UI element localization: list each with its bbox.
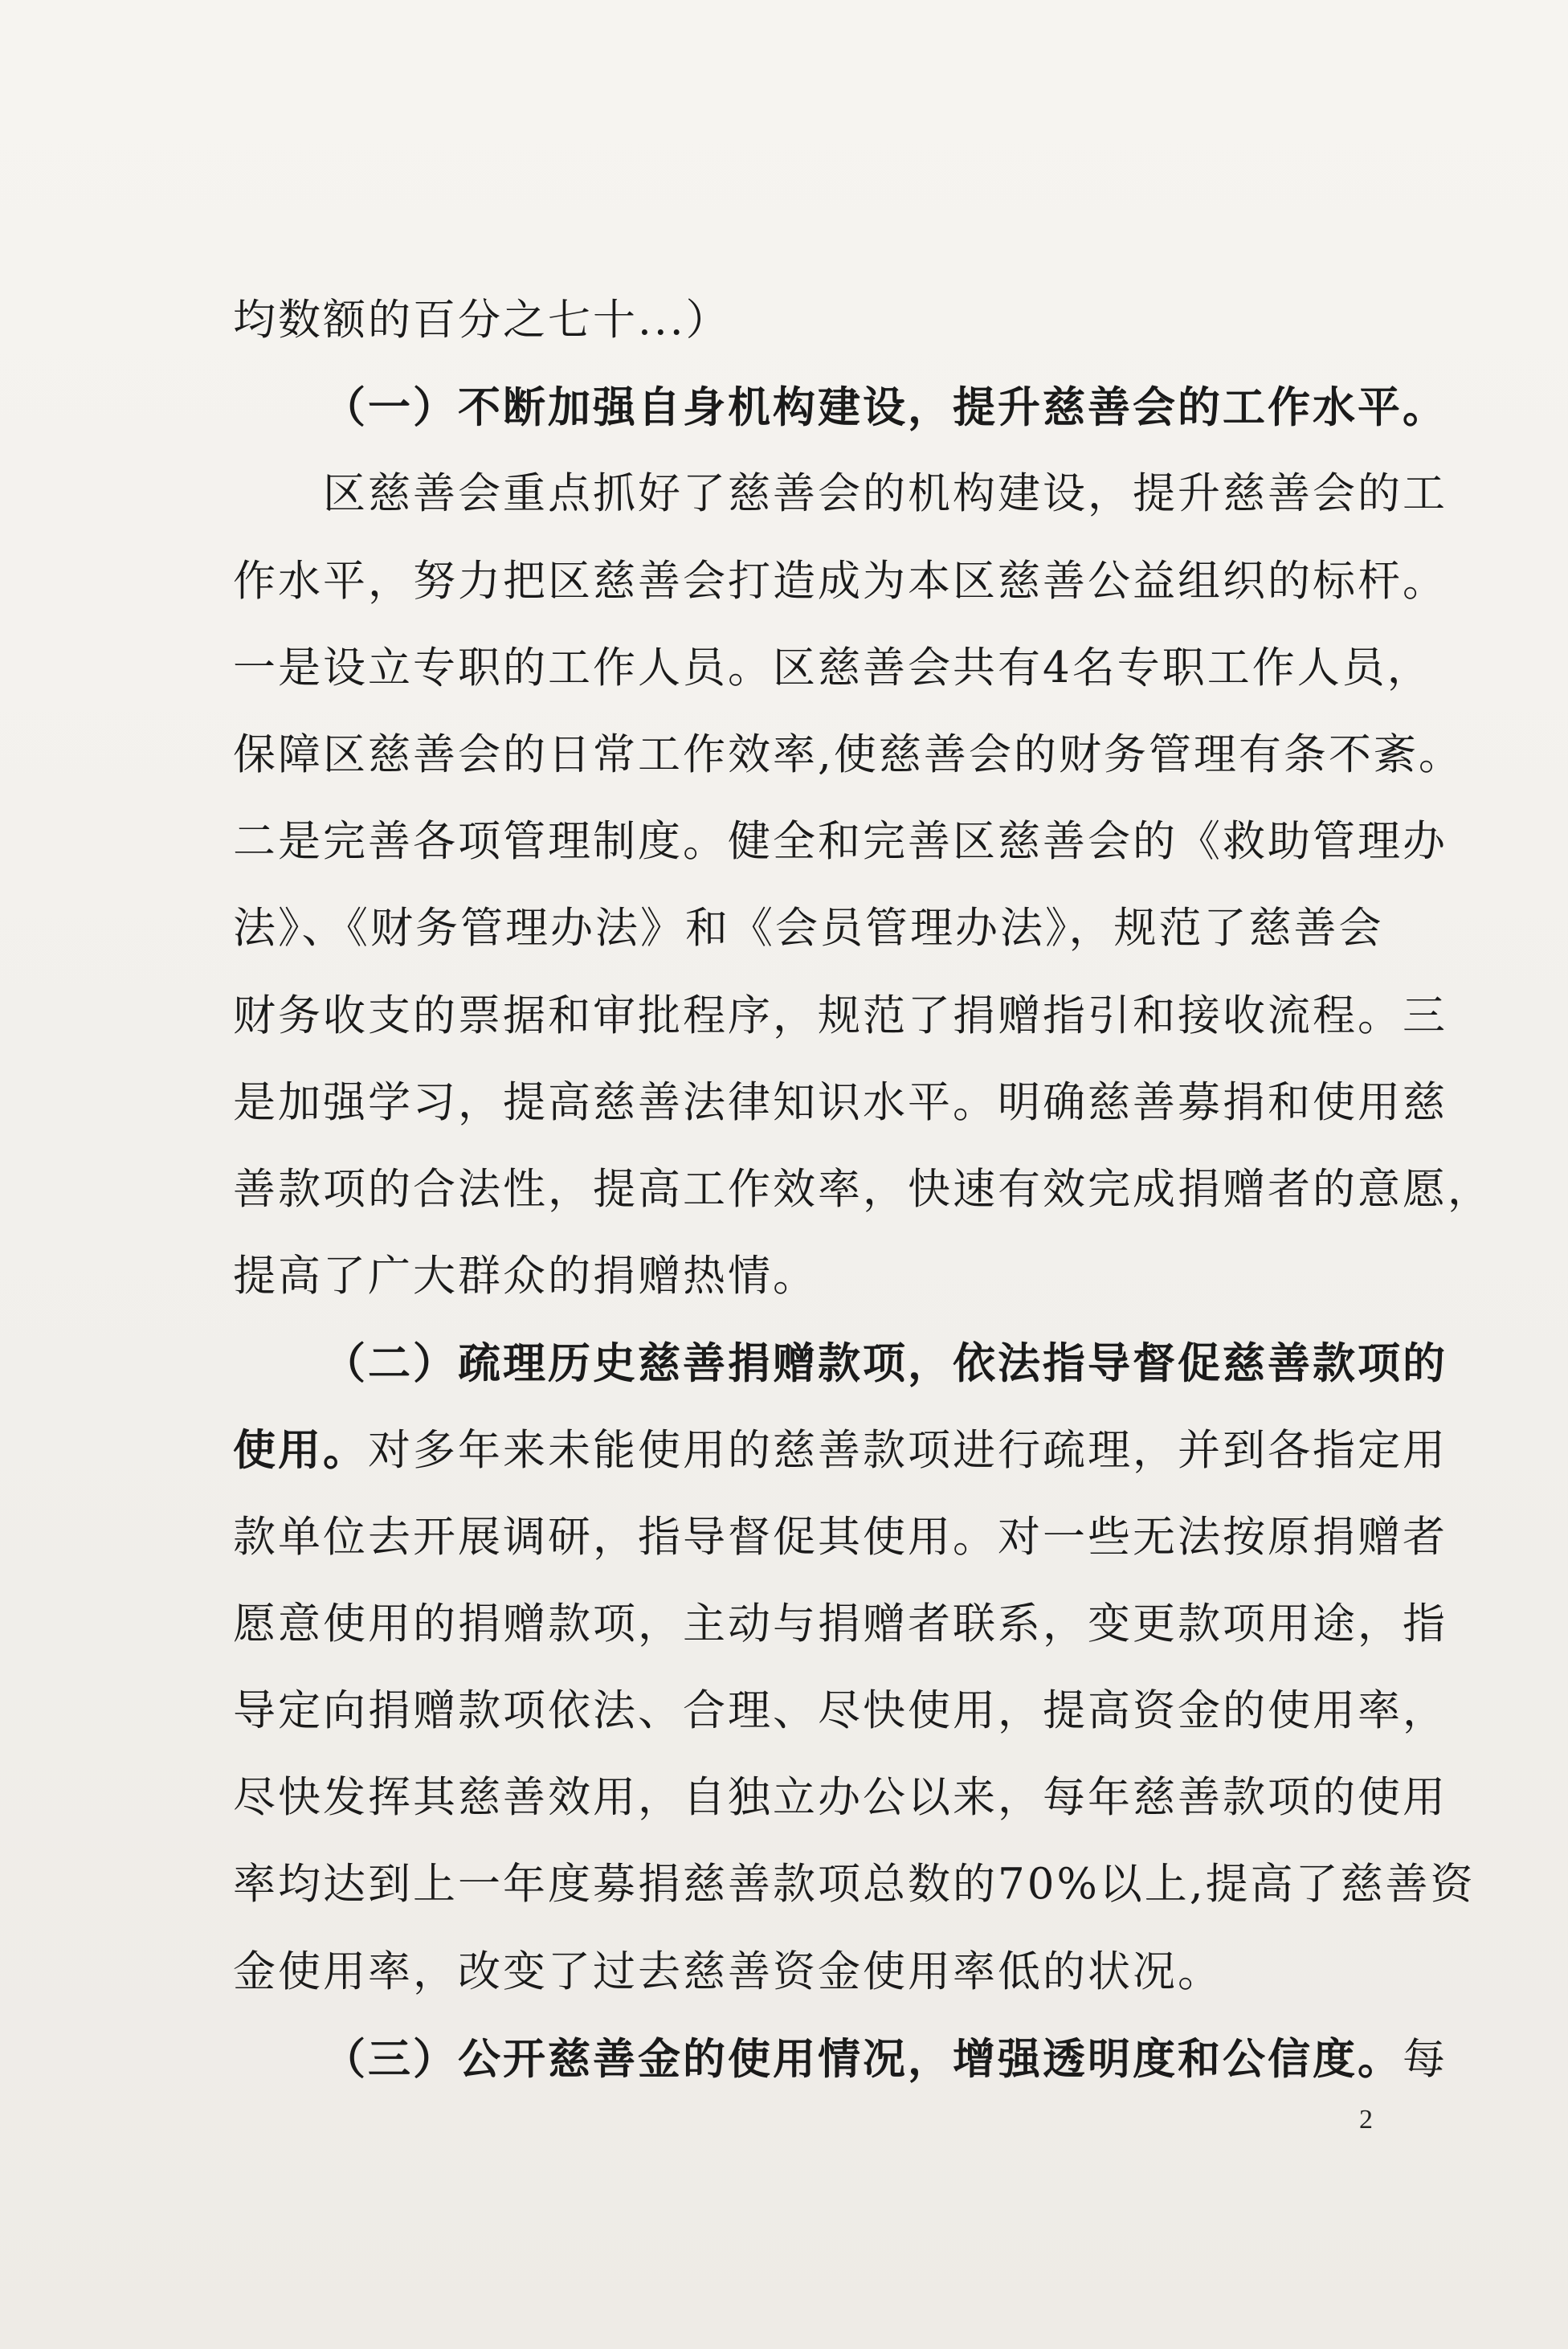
text-line-20: [233, 1929, 1374, 2016]
line-14-rest-text: 对多年来未能使用的慈善款项进行疏理，并到各指定用: [368, 1426, 1448, 1476]
line-5-text: 一是设立专职的工作人员。区慈善会共有4名专职工作人员，: [233, 643, 1432, 692]
line-12-text: 提高了广大群众的捐赠热情。: [233, 1252, 818, 1301]
line-7-text: 二是完善各项管理制度。健全和完善区慈善会的《救助管理办: [233, 817, 1448, 867]
line-4-text: 作水平，努力把区慈善会打造成为本区慈善公益组织的标杆。: [233, 556, 1448, 606]
text-line-14: [233, 1407, 1448, 1493]
text-line-12: [233, 1233, 1374, 1320]
line-10-text: 是加强学习，提高慈善法律知识水平。明确慈善募捐和使用慈: [233, 1077, 1448, 1127]
line-15-text: 款单位去开展调研，指导督促其使用。对一些无法按原捐赠者: [233, 1512, 1448, 1562]
line-6-text: 保障区慈善会的日常工作效率,使慈善会的财务管理有条不紊。: [233, 729, 1464, 779]
text-line-17: [233, 1668, 1448, 1755]
line-18-text: 尽快发挥其慈善效用，自独立办公以来，每年慈善款项的使用: [233, 1773, 1448, 1823]
text-line-3: [233, 451, 1448, 537]
line-13-text: （二）疏理历史慈善捐赠款项，依法指导督促慈善款项的: [323, 1338, 1448, 1389]
text-line-6: [233, 712, 1464, 799]
line-3-text: 区慈善会重点抓好了慈善会的机构建设，提升慈善会的工: [323, 469, 1448, 519]
line-17-text: 导定向捐赠款项依法、合理、尽快使用，提高资金的使用率，: [233, 1686, 1448, 1735]
line-19-text: 率均达到上一年度募捐慈善款项总数的70%以上,提高了慈善资: [233, 1860, 1476, 1910]
text-line-16: [233, 1581, 1448, 1668]
line-20-text: 金使用率，改变了过去慈善资金使用率低的状况。: [233, 1947, 1223, 1996]
text-line-9: [233, 973, 1448, 1060]
text-line-7: [233, 799, 1448, 885]
page-number: 2: [1359, 2105, 1373, 2135]
line-2-text: （一）不断加强自身机构建设，提升慈善会的工作水平。: [323, 382, 1448, 433]
text-line-5: [233, 625, 1432, 712]
text-line-4: [233, 538, 1448, 625]
section-heading-2: [233, 1320, 1448, 1407]
line-1-text: 均数额的百分之七十...）: [233, 296, 731, 345]
section-heading-1: [233, 364, 1448, 451]
section-heading-3: [233, 2016, 1448, 2102]
line-11-text: 善款项的合法性，提高工作效率，快速有效完成捐赠者的意愿，: [233, 1164, 1492, 1214]
text-line-1: [233, 277, 1374, 364]
text-line-11: [233, 1146, 1492, 1233]
body-text: [233, 277, 1492, 2102]
line-21-rest-text: 每: [1403, 2034, 1448, 2084]
line-8-text: 法》、《财务管理办法》和《会员管理办法》，规范了慈善会: [233, 904, 1384, 954]
text-line-10: [233, 1060, 1448, 1146]
line-16-text: 愿意使用的捐赠款项，主动与捐赠者联系，变更款项用途，指: [233, 1599, 1448, 1648]
text-line-19: [233, 1841, 1476, 1928]
line-21-bold-text: （三）公开慈善金的使用情况，增强透明度和公信度。: [323, 2033, 1403, 2084]
text-line-8: [233, 885, 1384, 972]
text-line-18: [233, 1755, 1448, 1841]
line-9-text: 财务收支的票据和审批程序，规范了捐赠指引和接收流程。三: [233, 991, 1448, 1040]
line-14-bold-text: 使用。: [233, 1425, 368, 1476]
text-line-15: [233, 1494, 1448, 1581]
